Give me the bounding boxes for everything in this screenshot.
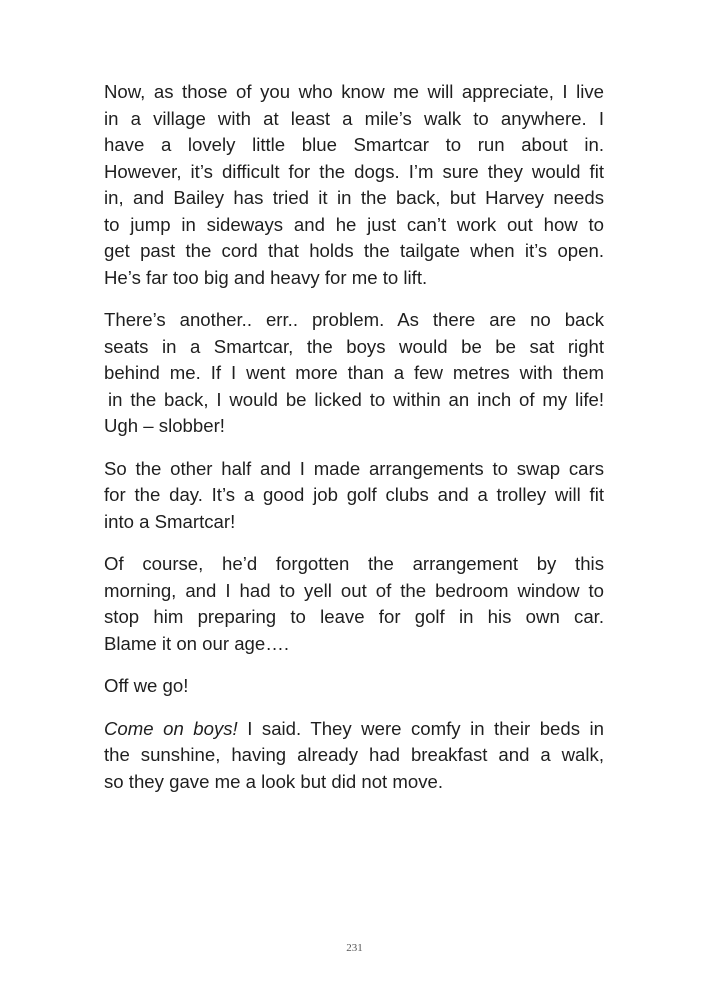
text-line: in a village with at least a mile’s walk to anywhere. I xyxy=(104,107,604,129)
text-line: seats in a Smartcar, the boys would be be sat right xyxy=(104,335,604,357)
text-line: for the day. It’s a good job golf clubs and a trolley will fit xyxy=(104,484,604,505)
text-line: Blame it on our age…. xyxy=(104,632,290,654)
text-line: in the back, I would be licked to within an inch of my life! xyxy=(108,388,604,410)
text-line-remainder: I said. They were comfy in their beds in xyxy=(237,717,604,739)
body-text xyxy=(104,79,604,811)
text-line: in, and Bailey has tried it in the back, but Harvey needs xyxy=(104,187,604,208)
text-line: There’s another.. err.. problem. As there are no back xyxy=(104,309,604,330)
text-line: so they gave me a look but did not move. xyxy=(104,770,444,792)
text-line: He’s far too big and heavy for me to lift. xyxy=(104,266,428,288)
text-line: Ugh – slobber! xyxy=(104,415,225,436)
text-line: Of course, he’d forgotten the arrangement by this xyxy=(104,553,604,574)
page-number: 231 xyxy=(346,942,363,954)
text-line xyxy=(104,716,604,743)
paragraph-2 xyxy=(104,307,604,440)
text-line: Off we go! xyxy=(104,675,189,696)
text-line: Now, as those of you who know me will appreciate, I live xyxy=(104,81,604,102)
text-line: get past the cord that holds the tailgate when it’s open. xyxy=(104,240,604,261)
text-line: stop him preparing to leave for golf in his own car. xyxy=(104,606,604,627)
paragraph-3 xyxy=(104,456,604,536)
paragraph-4 xyxy=(104,551,604,657)
paragraph-1 xyxy=(104,79,604,291)
text-line: However, it’s difficult for the dogs. I’m sure they would fit xyxy=(104,160,604,182)
paragraph-5 xyxy=(104,673,604,700)
text-line: have a lovely little blue Smartcar to run about in. xyxy=(104,134,604,155)
text-line: behind me. If I went more than a few metres with them xyxy=(104,362,604,383)
text-line: the sunshine, having already had breakfast and a walk, xyxy=(104,744,604,765)
text-line: morning, and I had to yell out of the bedroom window to xyxy=(104,579,604,601)
italic-lead-text: Come on boys! xyxy=(104,717,238,739)
text-line: into a Smartcar! xyxy=(104,510,236,532)
text-line: So the other half and I made arrangements to swap cars xyxy=(104,457,604,479)
paragraph-6 xyxy=(104,716,604,796)
text-line: to jump in sideways and he just can’t work out how to xyxy=(104,213,604,235)
